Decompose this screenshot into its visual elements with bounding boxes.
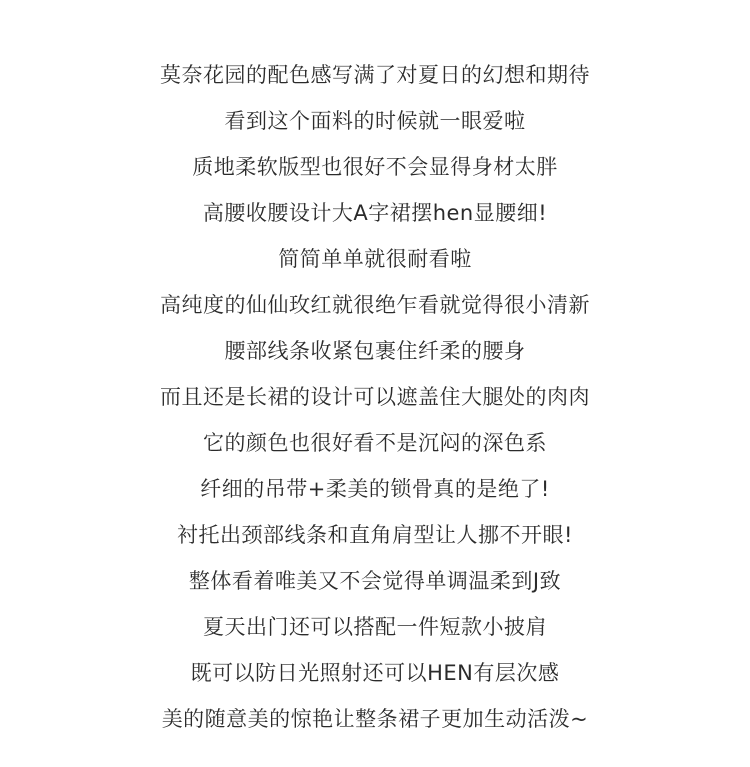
description-line: 夏天出门还可以搭配一件短款小披肩	[203, 615, 547, 639]
description-line: 美的随意美的惊艳让整条裙子更加生动活泼~	[161, 707, 589, 731]
description-line: 腰部线条收紧包裹住纤柔的腰身	[224, 339, 526, 363]
description-line: 它的颜色也很好看不是沉闷的深色系	[203, 431, 547, 455]
description-lines	[0, 55, 750, 745]
description-line: 高腰收腰设计大A字裙摆hen显腰细!	[202, 201, 548, 225]
description-line: 而且还是长裙的设计可以遮盖住大腿处的肉肉	[160, 385, 590, 409]
description-line: 既可以防日光照射还可以HEN有层次感	[190, 661, 560, 685]
description-line: 高纯度的仙仙玫红就很绝乍看就觉得很小清新	[160, 293, 590, 317]
description-line: 纤细的吊带+柔美的锁骨真的是绝了!	[200, 477, 550, 501]
description-line: 莫奈花园的配色感写满了对夏日的幻想和期待	[160, 63, 590, 87]
description-line: 看到这个面料的时候就一眼爱啦	[224, 109, 526, 133]
description-line: 质地柔软版型也很好不会显得身材太胖	[192, 155, 558, 179]
description-line: 衬托出颈部线条和直角肩型让人挪不开眼!	[177, 523, 573, 547]
description-line: 整体看着唯美又不会觉得单调温柔到J致	[188, 569, 562, 593]
description-line: 简简单单就很耐看啦	[278, 247, 472, 271]
